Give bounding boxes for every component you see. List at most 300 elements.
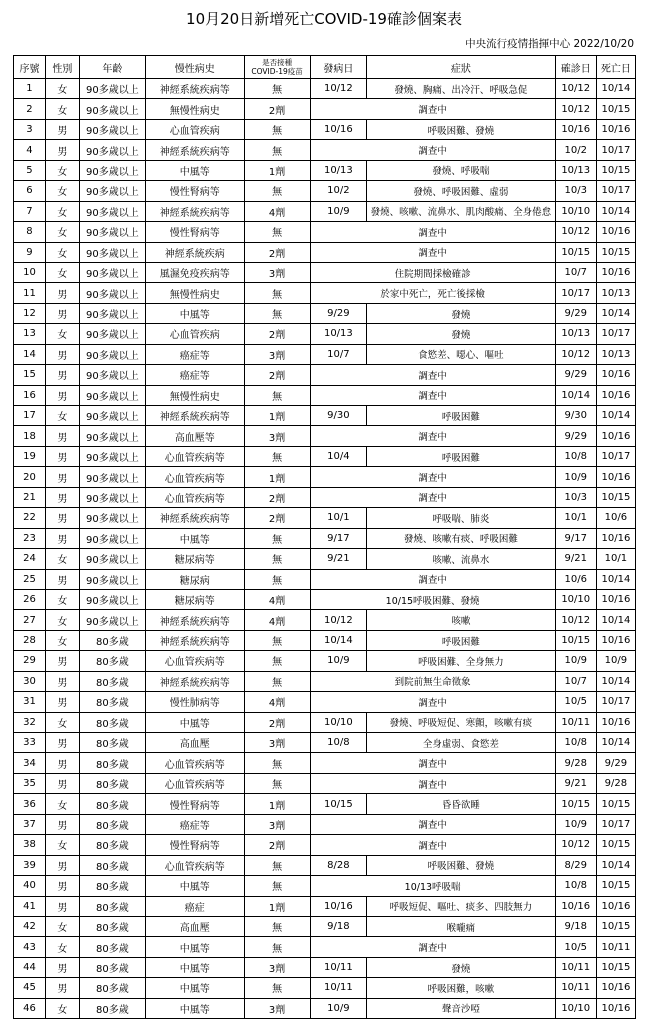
table-row <box>14 712 636 732</box>
table-row <box>14 651 636 671</box>
cell-vaccine: 無 <box>244 79 310 99</box>
cell-chronic: 神經系統疾病等 <box>145 201 244 221</box>
cell-death: 10/11 <box>596 937 635 957</box>
table-row <box>14 896 636 916</box>
cell-seq: 11 <box>14 283 46 303</box>
table-row <box>14 876 636 896</box>
cell-seq: 17 <box>14 406 46 426</box>
cell-confirmed: 9/18 <box>555 916 596 936</box>
cell-death: 10/16 <box>596 712 635 732</box>
cell-sex: 女 <box>45 222 79 242</box>
cell-confirmed: 10/12 <box>555 99 596 119</box>
cell-seq: 32 <box>14 712 46 732</box>
cell-death: 10/14 <box>596 610 635 630</box>
cell-symptoms: 咳嗽 <box>367 610 555 630</box>
cell-seq: 38 <box>14 835 46 855</box>
cell-seq: 35 <box>14 773 46 793</box>
cell-chronic: 中風等 <box>145 957 244 977</box>
cell-symptoms: 聲音沙啞 <box>367 998 555 1018</box>
cell-vaccine: 3劑 <box>244 733 310 753</box>
cell-seq: 14 <box>14 344 46 364</box>
cell-symptoms: 調查中 <box>310 773 555 793</box>
cell-symptoms: 到院前無生命徵象 <box>310 671 555 691</box>
cell-vaccine: 無 <box>244 303 310 323</box>
cell-sex: 女 <box>45 998 79 1018</box>
cell-vaccine: 4劑 <box>244 692 310 712</box>
cell-confirmed: 9/29 <box>555 303 596 323</box>
cell-death: 9/28 <box>596 773 635 793</box>
header-onset: 發病日 <box>310 56 367 79</box>
table-row <box>14 487 636 507</box>
table-row <box>14 978 636 998</box>
cell-seq: 7 <box>14 201 46 221</box>
page-title: 10月20日新增死亡COVID-19確診個案表 <box>186 10 462 28</box>
table-row <box>14 99 636 119</box>
cell-sex: 女 <box>45 160 79 180</box>
cell-death: 10/16 <box>596 385 635 405</box>
cell-vaccine: 4劑 <box>244 610 310 630</box>
cell-death: 9/29 <box>596 753 635 773</box>
cell-confirmed: 10/2 <box>555 140 596 160</box>
cell-symptoms: 發燒 <box>367 957 555 977</box>
cell-vaccine: 4劑 <box>244 589 310 609</box>
cell-sex: 女 <box>45 201 79 221</box>
cell-seq: 46 <box>14 998 46 1018</box>
cell-age: 80多歲 <box>79 876 145 896</box>
header-vaccine <box>244 56 310 79</box>
cell-chronic: 糖尿病 <box>145 569 244 589</box>
cell-death: 10/17 <box>596 692 635 712</box>
cell-death: 10/14 <box>596 201 635 221</box>
cell-seq: 27 <box>14 610 46 630</box>
cell-chronic: 神經系統疾病等 <box>145 610 244 630</box>
cell-confirmed: 10/6 <box>555 569 596 589</box>
cell-sex: 女 <box>45 916 79 936</box>
cell-confirmed: 10/12 <box>555 835 596 855</box>
cell-vaccine: 2劑 <box>244 508 310 528</box>
cell-age: 90多歲以上 <box>79 508 145 528</box>
cell-sex: 女 <box>45 589 79 609</box>
cell-age: 90多歲以上 <box>79 385 145 405</box>
cell-age: 90多歲以上 <box>79 426 145 446</box>
cell-vaccine: 1劑 <box>244 406 310 426</box>
cell-death: 10/16 <box>596 589 635 609</box>
cell-symptoms: 昏昏欲睡 <box>367 794 555 814</box>
table-body <box>14 79 636 1019</box>
header-symptoms: 症狀 <box>367 56 555 79</box>
cell-seq: 24 <box>14 549 46 569</box>
cell-chronic: 心血管疾病等 <box>145 651 244 671</box>
cell-sex: 女 <box>45 835 79 855</box>
cell-symptoms: 調查中 <box>310 753 555 773</box>
cell-chronic: 高血壓等 <box>145 426 244 446</box>
table-row <box>14 773 636 793</box>
cell-age: 90多歲以上 <box>79 99 145 119</box>
cell-onset: 10/2 <box>310 181 367 201</box>
cell-chronic: 慢性腎病等 <box>145 794 244 814</box>
cell-sex: 男 <box>45 528 79 548</box>
cell-seq: 25 <box>14 569 46 589</box>
cell-sex: 男 <box>45 733 79 753</box>
cell-death: 10/16 <box>596 528 635 548</box>
cell-sex: 女 <box>45 630 79 650</box>
header-confirmed: 確診日 <box>555 56 596 79</box>
cell-sex: 男 <box>45 773 79 793</box>
table-row <box>14 222 636 242</box>
table-row <box>14 119 636 139</box>
cell-death: 10/17 <box>596 181 635 201</box>
cell-seq: 12 <box>14 303 46 323</box>
cell-age: 90多歲以上 <box>79 528 145 548</box>
table-row <box>14 835 636 855</box>
cell-vaccine: 2劑 <box>244 365 310 385</box>
cell-symptoms: 調查中 <box>310 222 555 242</box>
cell-seq: 28 <box>14 630 46 650</box>
cell-symptoms: 喉嚨痛 <box>367 916 555 936</box>
table-row <box>14 385 636 405</box>
cell-symptoms: 調查中 <box>310 140 555 160</box>
cell-vaccine: 2劑 <box>244 324 310 344</box>
cell-chronic: 慢性肺病等 <box>145 692 244 712</box>
cell-sex: 男 <box>45 283 79 303</box>
cell-sex: 男 <box>45 487 79 507</box>
header-age: 年齡 <box>79 56 145 79</box>
table-row <box>14 692 636 712</box>
cell-sex: 男 <box>45 753 79 773</box>
cell-age: 90多歲以上 <box>79 119 145 139</box>
cell-age: 90多歲以上 <box>79 160 145 180</box>
cell-symptoms: 調查中 <box>310 814 555 834</box>
cell-confirmed: 9/21 <box>555 773 596 793</box>
cell-death: 10/15 <box>596 957 635 977</box>
cell-death: 10/15 <box>596 835 635 855</box>
cell-symptoms: 呼吸困難，咳嗽 <box>367 978 555 998</box>
cell-death: 10/17 <box>596 814 635 834</box>
cell-death: 10/16 <box>596 119 635 139</box>
cell-seq: 2 <box>14 99 46 119</box>
cell-sex: 男 <box>45 896 79 916</box>
table-row <box>14 937 636 957</box>
cell-confirmed: 9/29 <box>555 365 596 385</box>
header-seq: 序號 <box>14 56 46 79</box>
cell-chronic: 中風等 <box>145 712 244 732</box>
cell-age: 80多歲 <box>79 773 145 793</box>
cell-sex: 男 <box>45 876 79 896</box>
cell-symptoms: 呼吸困難 <box>367 406 555 426</box>
cell-sex: 女 <box>45 181 79 201</box>
cell-age: 80多歲 <box>79 896 145 916</box>
cell-vaccine: 無 <box>244 978 310 998</box>
cell-sex: 男 <box>45 303 79 323</box>
cell-chronic: 慢性腎病等 <box>145 222 244 242</box>
cell-onset: 10/9 <box>310 998 367 1018</box>
cell-seq: 9 <box>14 242 46 262</box>
cell-symptoms: 呼吸困難 <box>367 630 555 650</box>
cell-chronic: 心血管疾病 <box>145 324 244 344</box>
cell-chronic: 心血管疾病等 <box>145 467 244 487</box>
cell-death: 10/15 <box>596 876 635 896</box>
cell-vaccine: 4劑 <box>244 201 310 221</box>
table-row <box>14 916 636 936</box>
cell-death: 10/1 <box>596 549 635 569</box>
cell-vaccine: 2劑 <box>244 835 310 855</box>
cell-sex: 女 <box>45 549 79 569</box>
cell-death: 10/6 <box>596 508 635 528</box>
cell-vaccine: 無 <box>244 937 310 957</box>
cell-onset: 10/4 <box>310 446 367 466</box>
cell-death: 10/15 <box>596 99 635 119</box>
cell-vaccine: 無 <box>244 140 310 160</box>
cell-symptoms: 呼吸困難 <box>367 446 555 466</box>
cases-table <box>13 55 636 1019</box>
cell-confirmed: 10/15 <box>555 630 596 650</box>
cell-onset: 10/16 <box>310 896 367 916</box>
cell-vaccine: 2劑 <box>244 487 310 507</box>
cell-seq: 30 <box>14 671 46 691</box>
cell-death: 10/16 <box>596 998 635 1018</box>
cell-vaccine: 3劑 <box>244 344 310 364</box>
cell-vaccine: 1劑 <box>244 160 310 180</box>
cell-death: 10/15 <box>596 487 635 507</box>
cell-onset: 10/10 <box>310 712 367 732</box>
cell-confirmed: 10/3 <box>555 181 596 201</box>
cell-age: 90多歲以上 <box>79 222 145 242</box>
table-row <box>14 160 636 180</box>
cell-vaccine: 無 <box>244 446 310 466</box>
cell-chronic: 心血管疾病等 <box>145 855 244 875</box>
cell-symptoms: 咳嗽、流鼻水 <box>367 549 555 569</box>
cell-confirmed: 10/12 <box>555 222 596 242</box>
cell-confirmed: 9/17 <box>555 528 596 548</box>
cell-onset: 9/30 <box>310 406 367 426</box>
cell-symptoms: 10/15呼吸困難、發燒 <box>310 589 555 609</box>
cell-vaccine: 3劑 <box>244 814 310 834</box>
cell-seq: 1 <box>14 79 46 99</box>
cell-age: 80多歲 <box>79 794 145 814</box>
cell-seq: 21 <box>14 487 46 507</box>
cell-death: 10/17 <box>596 324 635 344</box>
cell-symptoms: 發燒、胸痛、出冷汗、呼吸急促 <box>367 79 555 99</box>
header-vaccine-line2: COVID-19疫苗 <box>251 67 303 76</box>
cell-confirmed: 10/14 <box>555 385 596 405</box>
cell-age: 90多歲以上 <box>79 181 145 201</box>
cell-chronic: 心血管疾病等 <box>145 773 244 793</box>
cell-seq: 29 <box>14 651 46 671</box>
cell-symptoms: 調查中 <box>310 569 555 589</box>
cell-death: 10/16 <box>596 978 635 998</box>
cell-chronic: 神經系統疾病等 <box>145 671 244 691</box>
cell-age: 90多歲以上 <box>79 549 145 569</box>
cell-age: 80多歲 <box>79 937 145 957</box>
cell-confirmed: 10/9 <box>555 814 596 834</box>
cell-confirmed: 10/11 <box>555 978 596 998</box>
cell-death: 10/16 <box>596 365 635 385</box>
cell-sex: 女 <box>45 712 79 732</box>
cell-age: 80多歲 <box>79 671 145 691</box>
cell-onset: 10/13 <box>310 324 367 344</box>
table-row <box>14 671 636 691</box>
cell-onset: 9/21 <box>310 549 367 569</box>
cell-sex: 男 <box>45 119 79 139</box>
cell-age: 80多歲 <box>79 835 145 855</box>
cell-sex: 男 <box>45 385 79 405</box>
cell-sex: 男 <box>45 467 79 487</box>
cell-vaccine: 3劑 <box>244 998 310 1018</box>
cell-sex: 男 <box>45 140 79 160</box>
table-row <box>14 855 636 875</box>
cell-death: 10/16 <box>596 262 635 282</box>
cell-symptoms: 呼吸喘、肺炎 <box>367 508 555 528</box>
cell-confirmed: 10/10 <box>555 998 596 1018</box>
cell-age: 90多歲以上 <box>79 324 145 344</box>
cell-chronic: 心血管疾病等 <box>145 487 244 507</box>
cell-vaccine: 無 <box>244 651 310 671</box>
cell-symptoms: 住院期間採檢確診 <box>310 262 555 282</box>
cell-confirmed: 10/12 <box>555 610 596 630</box>
cell-sex: 男 <box>45 978 79 998</box>
cell-confirmed: 10/16 <box>555 119 596 139</box>
cell-symptoms: 調查中 <box>310 426 555 446</box>
cell-symptoms: 調查中 <box>310 692 555 712</box>
cell-chronic: 神經系統疾病等 <box>145 406 244 426</box>
cell-onset: 10/11 <box>310 978 367 998</box>
cell-symptoms: 全身虛弱、食慾差 <box>367 733 555 753</box>
table-row <box>14 426 636 446</box>
cell-sex: 男 <box>45 344 79 364</box>
table-row <box>14 303 636 323</box>
table-row <box>14 446 636 466</box>
cell-vaccine: 無 <box>244 855 310 875</box>
table-row <box>14 569 636 589</box>
table-row <box>14 365 636 385</box>
cell-confirmed: 10/8 <box>555 446 596 466</box>
cell-confirmed: 10/16 <box>555 896 596 916</box>
cell-chronic: 中風等 <box>145 876 244 896</box>
table-row <box>14 794 636 814</box>
cell-sex: 女 <box>45 794 79 814</box>
cell-age: 90多歲以上 <box>79 610 145 630</box>
cell-onset: 10/13 <box>310 160 367 180</box>
cell-death: 10/14 <box>596 79 635 99</box>
cell-sex: 男 <box>45 692 79 712</box>
cell-onset: 10/15 <box>310 794 367 814</box>
cell-onset: 10/11 <box>310 957 367 977</box>
cell-chronic: 無慢性病史 <box>145 385 244 405</box>
cell-sex: 女 <box>45 610 79 630</box>
cell-vaccine: 無 <box>244 671 310 691</box>
cell-chronic: 神經系統疾病等 <box>145 508 244 528</box>
cell-vaccine: 1劑 <box>244 794 310 814</box>
cell-symptoms: 發燒、呼吸喘 <box>367 160 555 180</box>
cell-chronic: 神經系統疾病等 <box>145 140 244 160</box>
cell-symptoms: 呼吸困難、發燒 <box>367 119 555 139</box>
cell-confirmed: 10/7 <box>555 262 596 282</box>
cell-death: 10/16 <box>596 467 635 487</box>
cell-sex: 男 <box>45 957 79 977</box>
cell-chronic: 中風等 <box>145 303 244 323</box>
cell-confirmed: 10/5 <box>555 937 596 957</box>
cell-age: 80多歲 <box>79 753 145 773</box>
cell-seq: 39 <box>14 855 46 875</box>
cell-symptoms: 調查中 <box>310 467 555 487</box>
cell-seq: 22 <box>14 508 46 528</box>
cell-sex: 女 <box>45 937 79 957</box>
cell-chronic: 高血壓 <box>145 916 244 936</box>
table-header <box>14 56 636 79</box>
cell-chronic: 慢性腎病等 <box>145 835 244 855</box>
cell-sex: 女 <box>45 242 79 262</box>
cell-seq: 19 <box>14 446 46 466</box>
cell-chronic: 癌症等 <box>145 365 244 385</box>
cell-death: 10/17 <box>596 140 635 160</box>
cell-death: 10/16 <box>596 630 635 650</box>
cell-seq: 45 <box>14 978 46 998</box>
cell-confirmed: 10/17 <box>555 283 596 303</box>
cell-confirmed: 9/21 <box>555 549 596 569</box>
cell-onset: 10/8 <box>310 733 367 753</box>
cell-chronic: 癌症 <box>145 896 244 916</box>
cell-vaccine: 無 <box>244 876 310 896</box>
cell-death: 10/14 <box>596 569 635 589</box>
table-row <box>14 589 636 609</box>
cell-vaccine: 無 <box>244 773 310 793</box>
cell-confirmed: 10/15 <box>555 794 596 814</box>
cell-age: 90多歲以上 <box>79 569 145 589</box>
cell-vaccine: 2劑 <box>244 712 310 732</box>
cell-death: 10/15 <box>596 160 635 180</box>
cell-symptoms: 調查中 <box>310 835 555 855</box>
cell-onset: 9/18 <box>310 916 367 936</box>
cell-confirmed: 10/10 <box>555 201 596 221</box>
cell-chronic: 風濕免疫疾病等 <box>145 262 244 282</box>
cell-confirmed: 10/5 <box>555 692 596 712</box>
cell-confirmed: 10/9 <box>555 651 596 671</box>
cell-seq: 34 <box>14 753 46 773</box>
cell-symptoms: 發燒、呼吸困難、虛弱 <box>367 181 555 201</box>
cell-chronic: 糖尿病等 <box>145 549 244 569</box>
cell-seq: 4 <box>14 140 46 160</box>
cell-sex: 男 <box>45 855 79 875</box>
cell-onset: 10/12 <box>310 79 367 99</box>
cell-confirmed: 10/15 <box>555 242 596 262</box>
table-row <box>14 467 636 487</box>
cell-vaccine: 無 <box>244 283 310 303</box>
cell-chronic: 癌症等 <box>145 344 244 364</box>
source-line: 中央流行疫情指揮中心 2022/10/20 <box>465 38 634 50</box>
cell-age: 80多歲 <box>79 651 145 671</box>
cell-symptoms: 食慾差、噁心、嘔吐 <box>367 344 555 364</box>
cell-vaccine: 無 <box>244 528 310 548</box>
cell-age: 80多歲 <box>79 733 145 753</box>
cell-onset: 9/29 <box>310 303 367 323</box>
table-row <box>14 242 636 262</box>
cell-age: 90多歲以上 <box>79 79 145 99</box>
cell-vaccine: 無 <box>244 630 310 650</box>
cell-vaccine: 無 <box>244 916 310 936</box>
cell-age: 90多歲以上 <box>79 406 145 426</box>
cell-seq: 20 <box>14 467 46 487</box>
cell-chronic: 中風等 <box>145 160 244 180</box>
cell-symptoms: 調查中 <box>310 937 555 957</box>
cell-confirmed: 10/11 <box>555 957 596 977</box>
cell-vaccine: 3劑 <box>244 262 310 282</box>
table-row <box>14 262 636 282</box>
cell-symptoms: 調查中 <box>310 365 555 385</box>
table-row <box>14 549 636 569</box>
table-row <box>14 181 636 201</box>
cell-vaccine: 無 <box>244 119 310 139</box>
cell-confirmed: 10/9 <box>555 467 596 487</box>
